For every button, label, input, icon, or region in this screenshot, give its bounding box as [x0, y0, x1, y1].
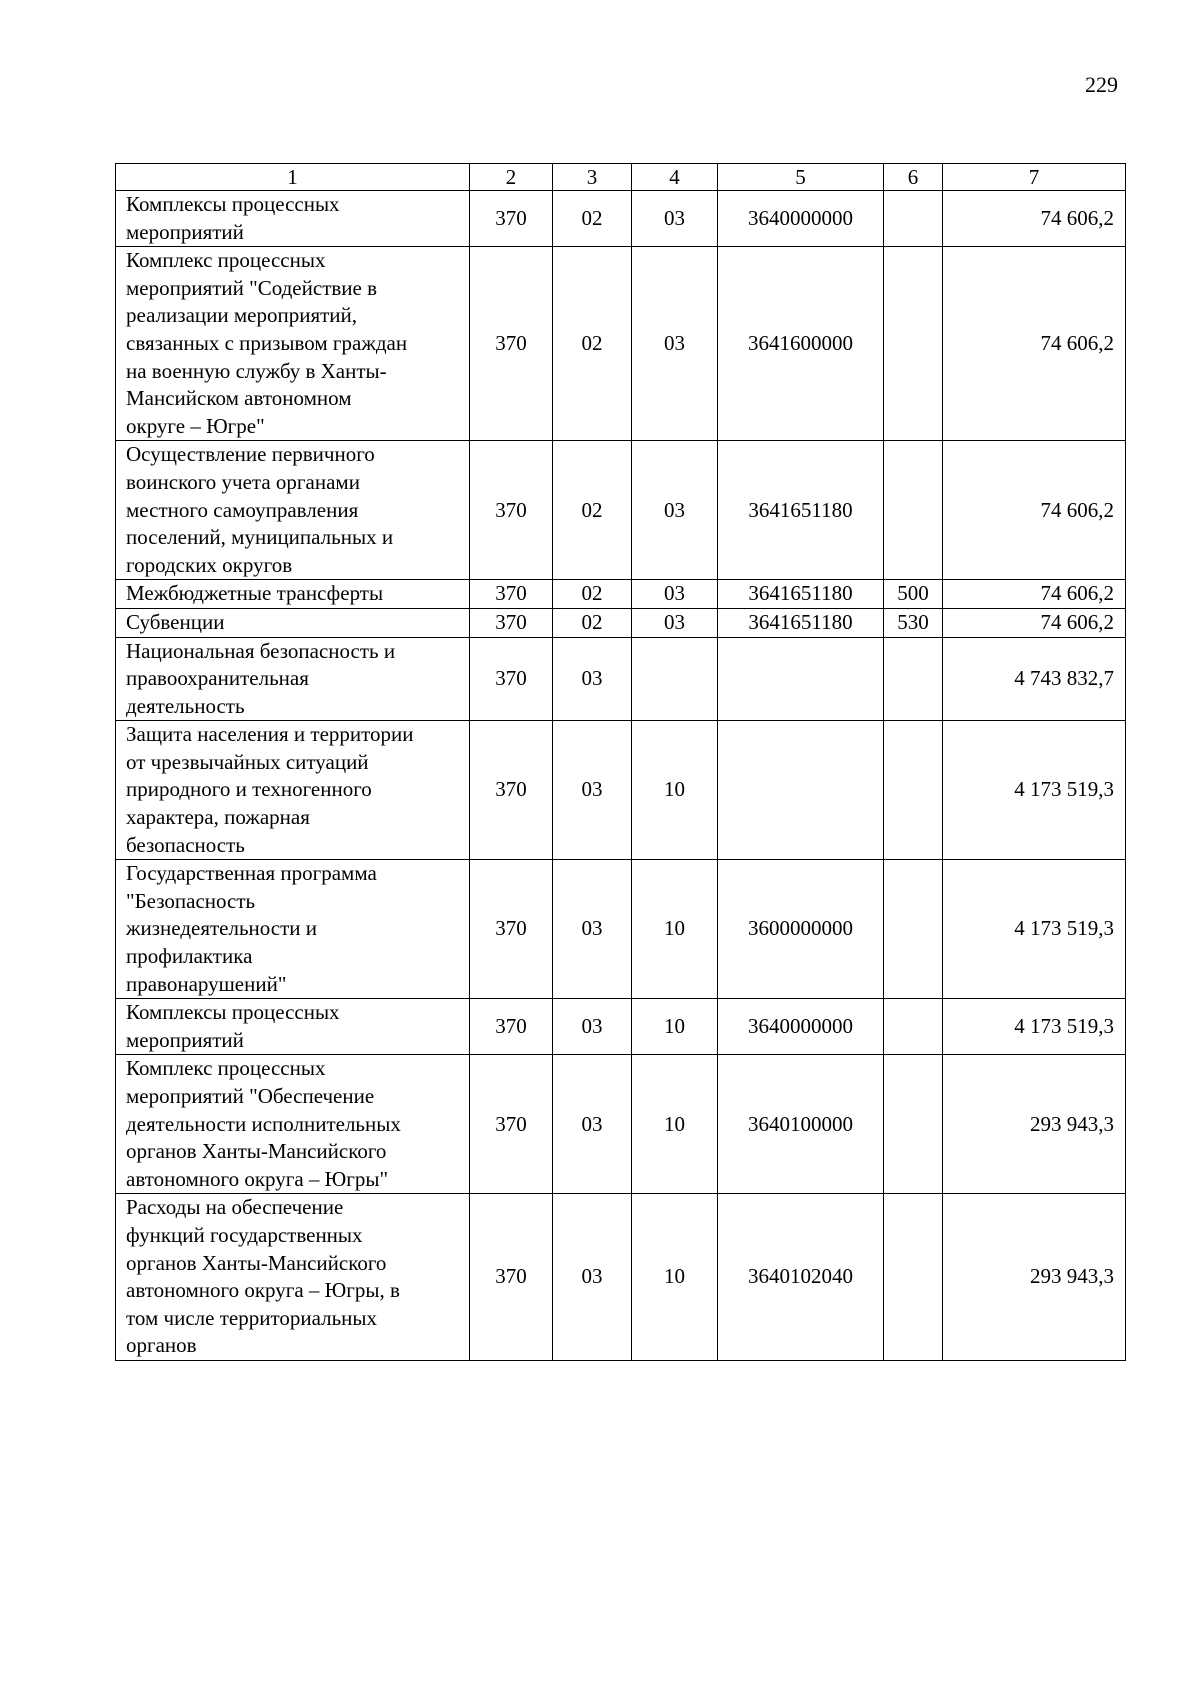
column-header: 5 — [718, 164, 884, 191]
name-line: органов Ханты-Мансийского — [126, 1250, 387, 1275]
name-cell — [116, 1194, 470, 1361]
table-header — [116, 164, 1126, 191]
subsection-cell: 10 — [632, 1194, 718, 1361]
name-line: характера, пожарная — [126, 805, 310, 830]
name-cell — [116, 441, 470, 580]
name-line: Комплексы процессных — [126, 192, 340, 216]
amount-cell: 74 606,2 — [943, 191, 1126, 247]
table-body — [116, 191, 1126, 1361]
subsection-cell: 10 — [632, 860, 718, 999]
column-header: 6 — [884, 164, 943, 191]
name-line: Национальная безопасность и — [126, 638, 396, 663]
name-cell — [116, 580, 470, 609]
name-line: на военную службу в Ханты- — [126, 358, 387, 383]
subsection-cell: 03 — [632, 608, 718, 637]
expense-type-cell — [884, 191, 943, 247]
name-line: мероприятий "Содействие в — [126, 275, 378, 300]
code-cell: 370 — [470, 441, 553, 580]
name-line: мероприятий — [126, 1027, 244, 1052]
name-line: органов Ханты-Мансийского — [126, 1139, 387, 1164]
name-line: автономного округа – Югры, в — [126, 1278, 400, 1303]
code-cell: 370 — [470, 1194, 553, 1361]
table-row — [116, 247, 1126, 441]
target-article-cell: 3640100000 — [718, 1055, 884, 1194]
name-cell — [116, 860, 470, 999]
name-line: местного самоуправления — [126, 497, 359, 522]
name-line: Осуществление первичного — [126, 442, 375, 467]
header-row — [116, 164, 1126, 191]
target-article-cell: 3600000000 — [718, 860, 884, 999]
subsection-cell: 03 — [632, 191, 718, 247]
subsection-cell: 03 — [632, 247, 718, 441]
column-header: 3 — [553, 164, 632, 191]
table-row — [116, 608, 1126, 637]
name-line: безопасность — [126, 832, 245, 857]
table-row — [116, 1055, 1126, 1194]
name-line: воинского учета органами — [126, 469, 360, 494]
section-cell: 02 — [553, 441, 632, 580]
target-article-cell: 3640102040 — [718, 1194, 884, 1361]
section-cell: 02 — [553, 191, 632, 247]
name-line: мероприятий "Обеспечение — [126, 1084, 375, 1108]
table-row — [116, 1194, 1126, 1361]
subsection-cell: 03 — [632, 580, 718, 609]
name-line: округе – Югре" — [126, 413, 265, 438]
name-line: связанных с призывом граждан — [126, 330, 408, 355]
target-article-cell: 3641600000 — [718, 247, 884, 441]
table-row — [116, 721, 1126, 860]
section-cell: 02 — [553, 580, 632, 609]
name-cell — [116, 721, 470, 860]
name-line: том числе территориальных — [126, 1305, 377, 1330]
target-article-cell — [718, 637, 884, 721]
amount-cell: 4 743 832,7 — [943, 637, 1126, 721]
name-line: Мансийском автономном — [126, 386, 352, 411]
name-line: деятельности исполнительных — [126, 1111, 401, 1136]
name-cell — [116, 999, 470, 1055]
section-cell: 03 — [553, 1194, 632, 1361]
target-article-cell: 3641651180 — [718, 608, 884, 637]
table-row — [116, 441, 1126, 580]
column-header: 4 — [632, 164, 718, 191]
name-cell — [116, 637, 470, 721]
amount-cell: 4 173 519,3 — [943, 999, 1126, 1055]
subsection-cell: 03 — [632, 441, 718, 580]
amount-cell: 74 606,2 — [943, 441, 1126, 580]
page-number: 229 — [1085, 72, 1118, 97]
expense-type-cell — [884, 441, 943, 580]
name-line: функций государственных — [126, 1222, 363, 1247]
expense-type-cell — [884, 999, 943, 1055]
subsection-cell: 10 — [632, 721, 718, 860]
code-cell: 370 — [470, 247, 553, 441]
expense-type-cell: 530 — [884, 608, 943, 637]
subsection-cell: 10 — [632, 1055, 718, 1194]
amount-cell: 4 173 519,3 — [943, 860, 1126, 999]
amount-cell: 74 606,2 — [943, 247, 1126, 441]
name-line: Комплекс процессных — [126, 248, 326, 273]
target-article-cell: 3640000000 — [718, 999, 884, 1055]
name-line: правоохранительная — [126, 666, 309, 691]
section-cell: 02 — [553, 247, 632, 441]
section-cell: 03 — [553, 1055, 632, 1194]
subsection-cell: 10 — [632, 999, 718, 1055]
expense-type-cell — [884, 247, 943, 441]
code-cell: 370 — [470, 608, 553, 637]
amount-cell: 293 943,3 — [943, 1055, 1126, 1194]
name-line: Субвенции — [126, 609, 225, 634]
target-article-cell: 3641651180 — [718, 441, 884, 580]
name-cell — [116, 191, 470, 247]
name-line: Расходы на обеспечение — [126, 1195, 344, 1220]
code-cell: 370 — [470, 191, 553, 247]
column-header: 1 — [116, 164, 470, 191]
expense-type-cell — [884, 721, 943, 860]
table-row — [116, 999, 1126, 1055]
code-cell: 370 — [470, 580, 553, 609]
subsection-cell — [632, 637, 718, 721]
expense-type-cell: 500 — [884, 580, 943, 609]
name-line: деятельность — [126, 693, 245, 718]
name-line: поселений, муниципальных и — [126, 525, 394, 550]
target-article-cell — [718, 721, 884, 860]
name-line: Комплексы процессных — [126, 1000, 340, 1025]
expense-type-cell — [884, 860, 943, 999]
amount-cell: 4 173 519,3 — [943, 721, 1126, 860]
section-cell: 03 — [553, 860, 632, 999]
amount-cell: 293 943,3 — [943, 1194, 1126, 1361]
section-cell: 02 — [553, 608, 632, 637]
name-line: природного и техногенного — [126, 777, 372, 802]
table-row — [116, 637, 1126, 721]
name-cell — [116, 1055, 470, 1194]
target-article-cell: 3641651180 — [718, 580, 884, 609]
amount-cell: 74 606,2 — [943, 580, 1126, 609]
name-cell — [116, 247, 470, 441]
name-line: Комплекс процессных — [126, 1056, 326, 1081]
name-line: от чрезвычайных ситуаций — [126, 749, 369, 774]
table-row — [116, 191, 1126, 247]
name-line: городских округов — [126, 552, 293, 577]
section-cell: 03 — [553, 721, 632, 860]
code-cell: 370 — [470, 999, 553, 1055]
name-line: жизнедеятельности и — [126, 916, 318, 941]
name-line: мероприятий — [126, 219, 244, 244]
code-cell: 370 — [470, 1055, 553, 1194]
target-article-cell: 3640000000 — [718, 191, 884, 247]
name-line: правонарушений" — [126, 971, 287, 996]
code-cell: 370 — [470, 637, 553, 721]
table-row — [116, 580, 1126, 609]
name-line: Государственная программа — [126, 861, 377, 886]
name-line: автономного округа – Югры" — [126, 1166, 389, 1191]
name-line: Защита населения и территории — [126, 722, 414, 747]
name-line: органов — [126, 1333, 197, 1358]
section-cell: 03 — [553, 999, 632, 1055]
code-cell: 370 — [470, 860, 553, 999]
name-line: профилактика — [126, 944, 253, 969]
name-line: "Безопасность — [126, 888, 256, 913]
column-header: 2 — [470, 164, 553, 191]
budget-table — [115, 163, 1126, 1361]
name-line: реализации мероприятий, — [126, 303, 358, 328]
column-header: 7 — [943, 164, 1126, 191]
amount-cell: 74 606,2 — [943, 608, 1126, 637]
name-cell — [116, 608, 470, 637]
table-row — [116, 860, 1126, 999]
expense-type-cell — [884, 1055, 943, 1194]
expense-type-cell — [884, 1194, 943, 1361]
section-cell: 03 — [553, 637, 632, 721]
code-cell: 370 — [470, 721, 553, 860]
expense-type-cell — [884, 637, 943, 721]
name-line: Межбюджетные трансферты — [126, 581, 384, 606]
